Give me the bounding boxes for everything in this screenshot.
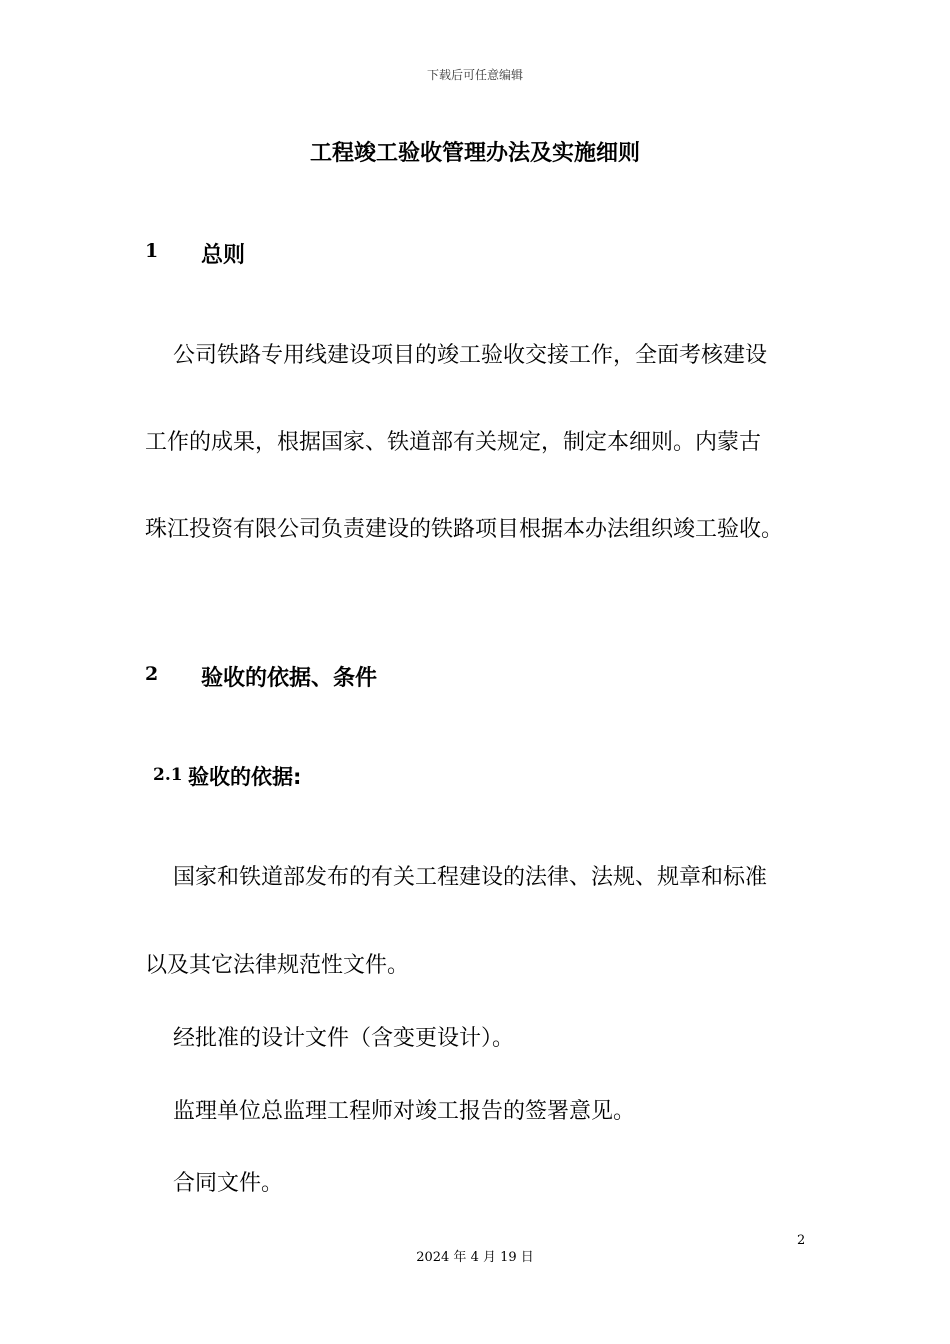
subsection-2-1-line-5: 合同文件。 [173, 1171, 284, 1196]
subsection-2-1-line-2: 以及其它法律规范性文件。 [145, 953, 410, 978]
subsection-2-1-line-4: 监理单位总监理工程师对竣工报告的签署意见。 [173, 1099, 636, 1124]
page-number: 2 [797, 1233, 806, 1248]
section-1-line-2: 工作的成果，根据国家、铁道部有关规定，制定本细则。内蒙古 [145, 430, 762, 455]
subsection-2-1-line-1: 国家和铁道部发布的有关工程建设的法律、法规、规章和标准 [173, 865, 768, 890]
section-2-number: 2 [145, 663, 159, 685]
section-1-number: 1 [145, 240, 159, 262]
section-2-title: 验收的依据、条件 [201, 666, 378, 691]
document-title: 工程竣工验收管理办法及实施细则 [309, 141, 640, 166]
subsection-2-1-title: 验收的依据: [188, 765, 302, 789]
header-note: 下载后可任意编辑 [426, 68, 523, 82]
footer-date: 2024 年 4 月 19 日 [416, 1250, 534, 1265]
section-1-line-3: 珠江投资有限公司负责建设的铁路项目根据本办法组织竣工验收。 [145, 517, 784, 542]
section-1-title: 总则 [201, 243, 246, 268]
subsection-2-1-line-3: 经批准的设计文件（含变更设计）。 [173, 1026, 515, 1051]
subsection-2-1-number: 2.1 [153, 765, 183, 785]
section-1-line-1: 公司铁路专用线建设项目的竣工验收交接工作，全面考核建设 [173, 343, 768, 368]
